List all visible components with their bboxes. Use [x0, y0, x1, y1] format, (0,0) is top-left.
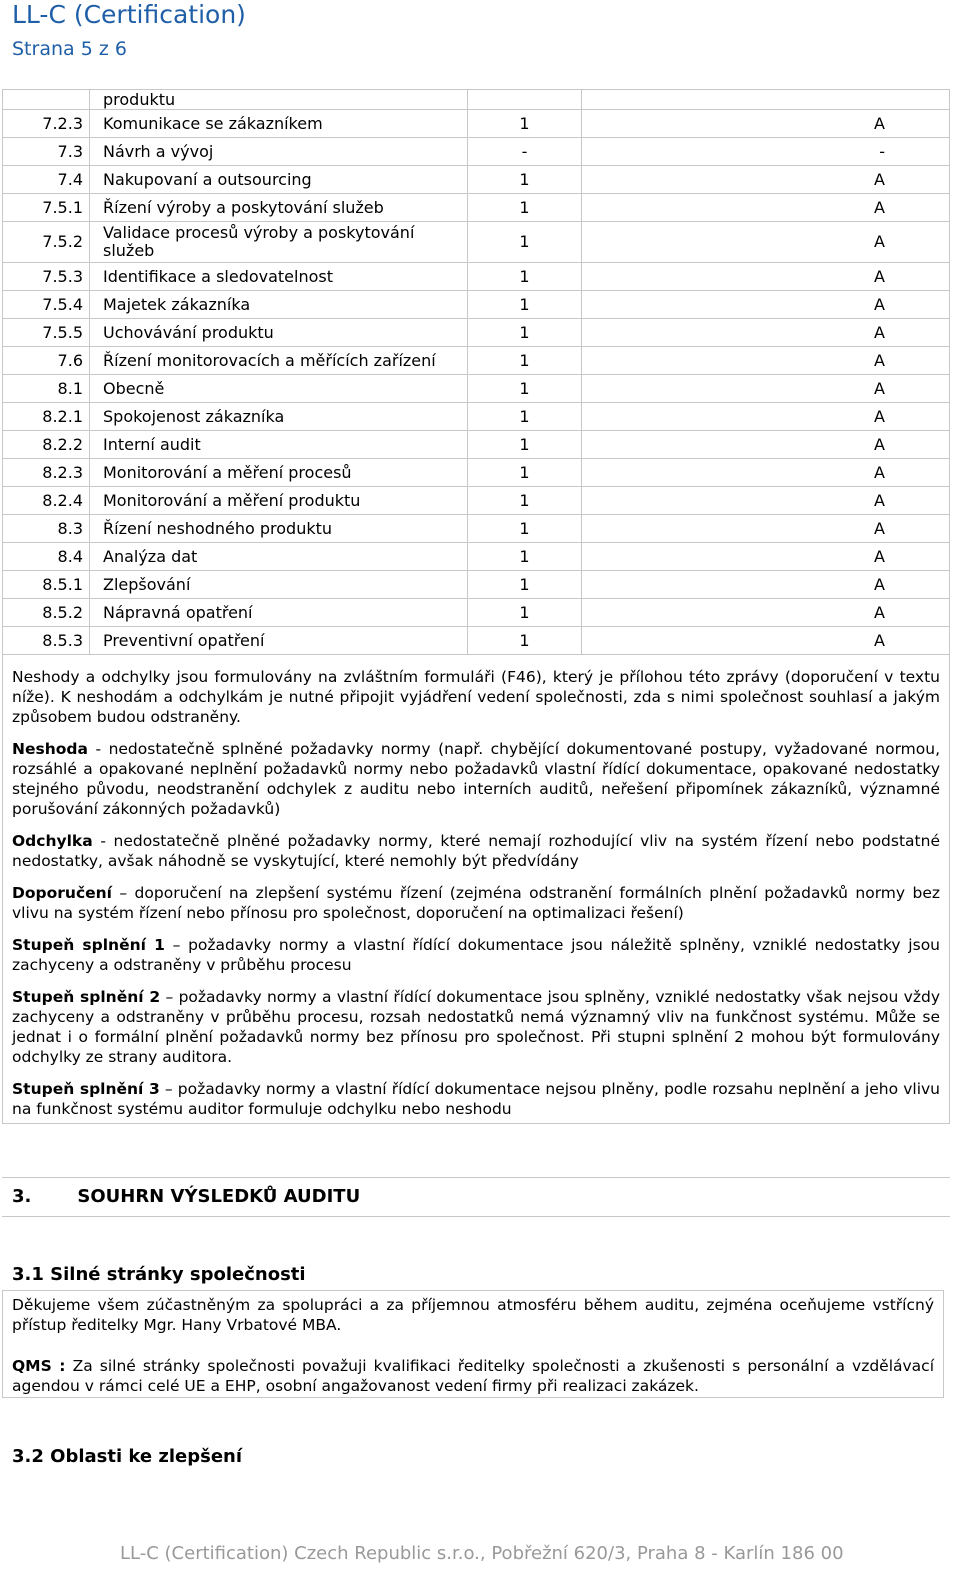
note-text: požadavky normy a vlastní řídící dokumentace jsou náležitě splněny, vzniklé nedostatky jsou zachyceny a odstraněny v průběhu procesu: [12, 936, 940, 974]
row-number: 8.3: [3, 515, 90, 543]
row-number: 7.5.4: [3, 291, 90, 319]
note-definition: [12, 739, 940, 819]
note-definition: [12, 935, 940, 975]
note-separator: –: [160, 988, 179, 1006]
row-score: 1: [468, 403, 582, 431]
note-separator: –: [159, 1080, 178, 1098]
row-level: A: [582, 375, 950, 403]
row-number: 8.2.3: [3, 459, 90, 487]
row-score: -: [468, 138, 582, 166]
row-score: 1: [468, 515, 582, 543]
row-number: 7.5.1: [3, 194, 90, 222]
row-level: A: [582, 319, 950, 347]
row-level: A: [582, 347, 950, 375]
row-number: 8.5.1: [3, 571, 90, 599]
row-name: Řízení monitorovacích a měřících zařízení: [90, 347, 468, 375]
section-3-1-title: 3.1 Silné stránky společnosti: [12, 1264, 306, 1285]
row-name: Monitorování a měření produktu: [90, 487, 468, 515]
row-name: Majetek zákazníka: [90, 291, 468, 319]
row-name: Validace procesů výroby a poskytování služeb: [90, 222, 468, 263]
row-score: [468, 90, 582, 110]
row-name: Analýza dat: [90, 543, 468, 571]
row-score: 1: [468, 459, 582, 487]
note-text: nedostatečně splněné požadavky normy (např. chybějící dokumentované postupy, vyžadované normou, rozsáhlé a opakované neplnění požadavků normy nebo požadavků vlastní řídící dokumentace, opakované nedostatky stejného původu, neodstranění odchylek z auditu nebo interních auditů, neřešení připomínek zákazníků, významné porušování zákonných požadavků): [12, 740, 941, 818]
section-3-heading: [12, 1186, 360, 1207]
note-separator: -: [92, 832, 114, 850]
row-score: 1: [468, 166, 582, 194]
note-definition: [12, 831, 940, 871]
row-score: 1: [468, 263, 582, 291]
row-score: 1: [468, 319, 582, 347]
row-level: A: [582, 291, 950, 319]
section-3-1-para: Děkujeme všem zúčastněným za spolupráci a za příjemnou atmosféru během auditu, zejména oceňujeme vstřícný přístup ředitelky Mgr. Hany Vrbatové MBA.: [12, 1296, 934, 1334]
row-level: A: [582, 459, 950, 487]
table-row: [3, 487, 950, 515]
row-number: 7.4: [3, 166, 90, 194]
row-level: A: [582, 627, 950, 655]
row-level: A: [582, 431, 950, 459]
page-number: Strana 5 z 6: [12, 38, 127, 60]
row-score: 1: [468, 194, 582, 222]
row-number: 8.2.1: [3, 403, 90, 431]
row-level: A: [582, 110, 950, 138]
row-name: Řízení výroby a poskytování služeb: [90, 194, 468, 222]
table-row: [3, 627, 950, 655]
row-name: Monitorování a měření procesů: [90, 459, 468, 487]
notes-intro: Neshody a odchylky jsou formulovány na zvláštním formuláři (F46), který je přílohou této zprávy (doporučení v textu níže). K neshodám a odchylkám je nutné připojit vyjádření vedení společnosti, zda s nimi společnost souhlasí a jakým způsobem budou odstraněny.: [12, 668, 940, 726]
row-score: 1: [468, 222, 582, 263]
row-level: A: [582, 194, 950, 222]
row-number: [3, 90, 90, 110]
row-score: 1: [468, 543, 582, 571]
note-text: nedostatečně plněné požadavky normy, které nemají rozhodující vliv na systém řízení nebo podstatné nedostatky, avšak náhodně se vyskytující, které nemohly být předvídány: [12, 832, 940, 870]
row-score: 1: [468, 627, 582, 655]
note-term: Neshoda: [12, 740, 88, 758]
row-number: 8.4: [3, 543, 90, 571]
section-3-2-title: 3.2 Oblasti ke zlepšení: [12, 1446, 243, 1467]
table-row: [3, 515, 950, 543]
section-3-title: SOUHRN VÝSLEDKŮ AUDITU: [77, 1186, 361, 1207]
table-row: [3, 375, 950, 403]
note-term: Stupeň splnění 3: [12, 1080, 160, 1098]
table-row: [3, 459, 950, 487]
table-row: [3, 347, 950, 375]
table-row: [3, 403, 950, 431]
note-separator: –: [112, 884, 135, 902]
section-3-number: 3.: [12, 1186, 32, 1207]
table-row: [3, 291, 950, 319]
row-score: 1: [468, 431, 582, 459]
row-level: A: [582, 487, 950, 515]
footer-text: LL-C (Certification) Czech Republic s.r.o., Pobřežní 620/3, Praha 8 - Karlín 186 00: [120, 1543, 844, 1564]
note-term: Stupeň splnění 1: [12, 936, 165, 954]
row-level: A: [582, 599, 950, 627]
section-3-bottom-rule: [2, 1216, 950, 1217]
note-separator: -: [87, 740, 109, 758]
note-term: Doporučení: [12, 884, 112, 902]
note-definition: [12, 883, 940, 923]
qms-text: Za silné stránky společnosti považuji kvalifikaci ředitelky společnosti a zkušenosti s personální a vzdělávací agendou v rámci celé UE a EHP, osobní angažovanost vedení firmy při realizaci zakázek.: [12, 1357, 935, 1395]
row-level: A: [582, 515, 950, 543]
row-name: Preventivní opatření: [90, 627, 468, 655]
table-row: [3, 571, 950, 599]
row-score: 1: [468, 291, 582, 319]
table-row: [3, 166, 950, 194]
row-name: Návrh a vývoj: [90, 138, 468, 166]
row-score: 1: [468, 110, 582, 138]
row-score: 1: [468, 599, 582, 627]
row-number: 7.3: [3, 138, 90, 166]
table-row: [3, 543, 950, 571]
row-level: [582, 90, 950, 110]
note-text: požadavky normy a vlastní řídící dokumentace jsou splněny, vzniklé nedostatky však nejsou vždy zachyceny a odstraněny v průběhu procesu, rozsah nedostatků nemá významný vliv na funkčnost systému. Může se jednat i o formální plnění požadavků normy bez přínosu pro společnost. Při stupni splnění 2 mohou být formulovány odchylky ze strany auditora.: [12, 988, 940, 1066]
row-number: 7.5.5: [3, 319, 90, 347]
row-level: A: [582, 263, 950, 291]
table-row: [3, 263, 950, 291]
row-name: Komunikace se zákazníkem: [90, 110, 468, 138]
row-name: produktu: [90, 90, 468, 110]
row-number: 8.1: [3, 375, 90, 403]
row-number: 8.2.2: [3, 431, 90, 459]
row-level: A: [582, 543, 950, 571]
section-3-1-box: [2, 1290, 944, 1398]
row-name: Interní audit: [90, 431, 468, 459]
row-name: Řízení neshodného produktu: [90, 515, 468, 543]
table-row: [3, 319, 950, 347]
table-row: [3, 138, 950, 166]
section-3-1-qms: [12, 1356, 934, 1396]
note-term: Stupeň splnění 2: [12, 988, 161, 1006]
table-row: [3, 110, 950, 138]
row-number: 7.6: [3, 347, 90, 375]
header-title: LL-C (Certification): [12, 0, 246, 29]
note-definition: [12, 987, 940, 1067]
row-name: Uchovávání produktu: [90, 319, 468, 347]
row-name: Spokojenost zákazníka: [90, 403, 468, 431]
row-level: A: [582, 403, 950, 431]
row-name: Identifikace a sledovatelnost: [90, 263, 468, 291]
section-3-top-rule: [2, 1177, 950, 1178]
row-score: 1: [468, 347, 582, 375]
note-text: doporučení na zlepšení systému řízení (zejména odstranění formálních plnění požadavků normy bez vlivu na systém řízení nebo přínosu pro společnost, doporučení na optimalizaci řešení): [12, 884, 940, 922]
row-name: Nakupovaní a outsourcing: [90, 166, 468, 194]
row-score: 1: [468, 571, 582, 599]
row-number: 8.2.4: [3, 487, 90, 515]
row-level: A: [582, 222, 950, 263]
row-name: Obecně: [90, 375, 468, 403]
note-term: Odchylka: [12, 832, 93, 850]
row-number: 7.5.3: [3, 263, 90, 291]
table-row: [3, 431, 950, 459]
table-row: [3, 599, 950, 627]
row-level: A: [582, 571, 950, 599]
row-score: 1: [468, 487, 582, 515]
note-separator: –: [164, 936, 189, 954]
table-row: [3, 90, 950, 110]
note-definition: [12, 1079, 940, 1119]
row-number: 8.5.3: [3, 627, 90, 655]
requirements-table: [2, 89, 950, 655]
row-name: Zlepšování: [90, 571, 468, 599]
note-text: požadavky normy a vlastní řídící dokumentace nejsou plněny, podle rozsahu neplnění a jeho vlivu na funkčnost systému auditor formuluje odchylku nebo neshodu: [12, 1080, 940, 1118]
table-row: [3, 222, 950, 263]
row-score: 1: [468, 375, 582, 403]
qms-label: QMS :: [12, 1357, 66, 1375]
row-number: 7.2.3: [3, 110, 90, 138]
row-number: 7.5.2: [3, 222, 90, 263]
table-row: [3, 194, 950, 222]
row-level: A: [582, 166, 950, 194]
row-number: 8.5.2: [3, 599, 90, 627]
row-name: Nápravná opatření: [90, 599, 468, 627]
row-level: -: [582, 138, 950, 166]
notes-box: [2, 654, 950, 1124]
